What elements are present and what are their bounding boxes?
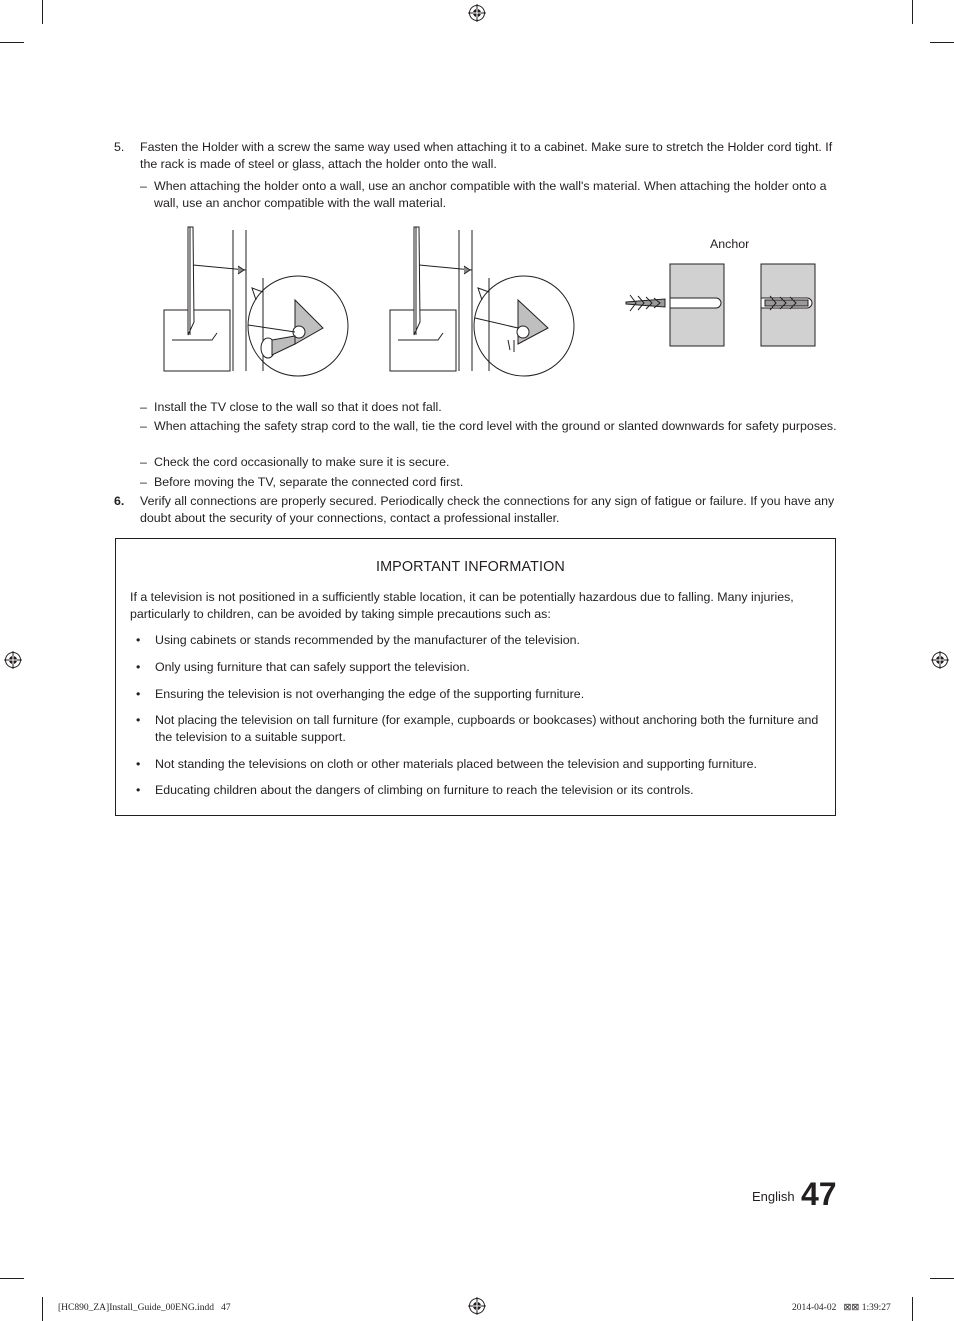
dash-item-text: Before moving the TV, separate the connected cord first. (154, 475, 464, 489)
list-item (130, 659, 826, 676)
bullet-mark: • (136, 757, 141, 771)
bullet-mark: • (136, 713, 141, 727)
bullet-mark: • (136, 660, 141, 674)
tv-wall-figure-holder (390, 227, 574, 376)
list-item-text: Not standing the televisions on cloth or other materials placed between the television and supporting furniture. (155, 757, 757, 771)
dash-mark: – (140, 400, 147, 414)
page-number: 47 (801, 1176, 837, 1212)
dash-mark: – (140, 475, 147, 489)
crop-mark-icon (42, 0, 43, 24)
dash-item-text: Check the cord occasionally to make sure it is secure. (154, 455, 450, 469)
crop-mark-icon (912, 0, 913, 24)
step-6 (114, 493, 836, 527)
bullet-mark: • (136, 687, 141, 701)
slug-date-info: 2014-04-02 ⊠⊠ 1:39:27 (792, 1303, 891, 1313)
crop-mark-icon (0, 1278, 24, 1279)
important-information-intro: If a television is not positioned in a sufficiently stable location, it can be potentially hazardous due to falling. Many injuries, particularly to children, can be avoided by taking simple precautions such as: (130, 590, 794, 621)
dash-item (140, 454, 840, 471)
list-item-text: Using cabinets or stands recommended by the manufacturer of the television. (155, 633, 580, 647)
dash-mark: – (140, 179, 147, 193)
dash-item (140, 418, 840, 435)
anchor-label: Anchor (710, 237, 750, 251)
dash-mark: – (140, 455, 147, 469)
bullet-mark: • (136, 783, 141, 797)
tv-wall-figure-screw (164, 227, 348, 376)
dash-item (140, 474, 840, 491)
registration-mark-icon (4, 651, 22, 669)
list-item (130, 712, 826, 746)
crop-mark-icon (930, 1278, 954, 1279)
step-text: Verify all connections are properly secured. Periodically check the connections for any sign of fatigue or failure. If you have any doubt about the security of your connections, contact a professional installer. (140, 494, 835, 525)
step-number: 5. (114, 140, 125, 154)
bullet-mark: • (136, 633, 141, 647)
crop-mark-icon (0, 42, 24, 43)
dash-item-text: Install the TV close to the wall so that it does not fall. (154, 400, 442, 414)
step-text: Fasten the Holder with a screw the same way used when attaching it to a cabinet. Make sure to stretch the Holder cord tight. If the rack is made of steel or glass, attach the holder onto the wall. (140, 140, 833, 171)
list-item (130, 632, 826, 649)
dash-mark: – (140, 419, 147, 433)
registration-mark-icon (468, 1297, 486, 1315)
important-information-title: IMPORTANT INFORMATION (376, 559, 565, 575)
list-item-text: Ensuring the television is not overhanging the edge of the supporting furniture. (155, 687, 585, 701)
step-number: 6. (114, 494, 125, 508)
crop-mark-icon (912, 1297, 913, 1321)
crop-mark-icon (42, 1297, 43, 1321)
important-information-box (115, 538, 836, 816)
step-5 (114, 139, 836, 173)
step-5-subnote (140, 178, 840, 212)
list-item (130, 686, 826, 703)
registration-mark-icon (468, 4, 486, 22)
list-item-text: Educating children about the dangers of climbing on furniture to reach the television or its controls. (155, 783, 694, 797)
anchor-figure (626, 264, 815, 346)
slug-file-info: [HC890_ZA]Install_Guide_00ENG.indd 47 (58, 1303, 231, 1313)
list-item (130, 756, 826, 773)
footer-language: English (752, 1189, 795, 1204)
list-item-text: Only using furniture that can safely support the television. (155, 660, 470, 674)
subnote-text: When attaching the holder onto a wall, use an anchor compatible with the wall's material. When attaching the holder onto a wall, use an anchor compatible with the wall material. (154, 179, 827, 210)
registration-mark-icon (931, 651, 949, 669)
dash-item (140, 399, 840, 416)
list-item-text: Not placing the television on tall furniture (for example, cupboards or bookcases) without anchoring both the furniture and the television to a suitable support. (155, 713, 819, 744)
crop-mark-icon (930, 42, 954, 43)
dash-item-text: When attaching the safety strap cord to the wall, tie the cord level with the ground or slanted downwards for safety purposes. (154, 419, 837, 433)
list-item (130, 782, 826, 799)
